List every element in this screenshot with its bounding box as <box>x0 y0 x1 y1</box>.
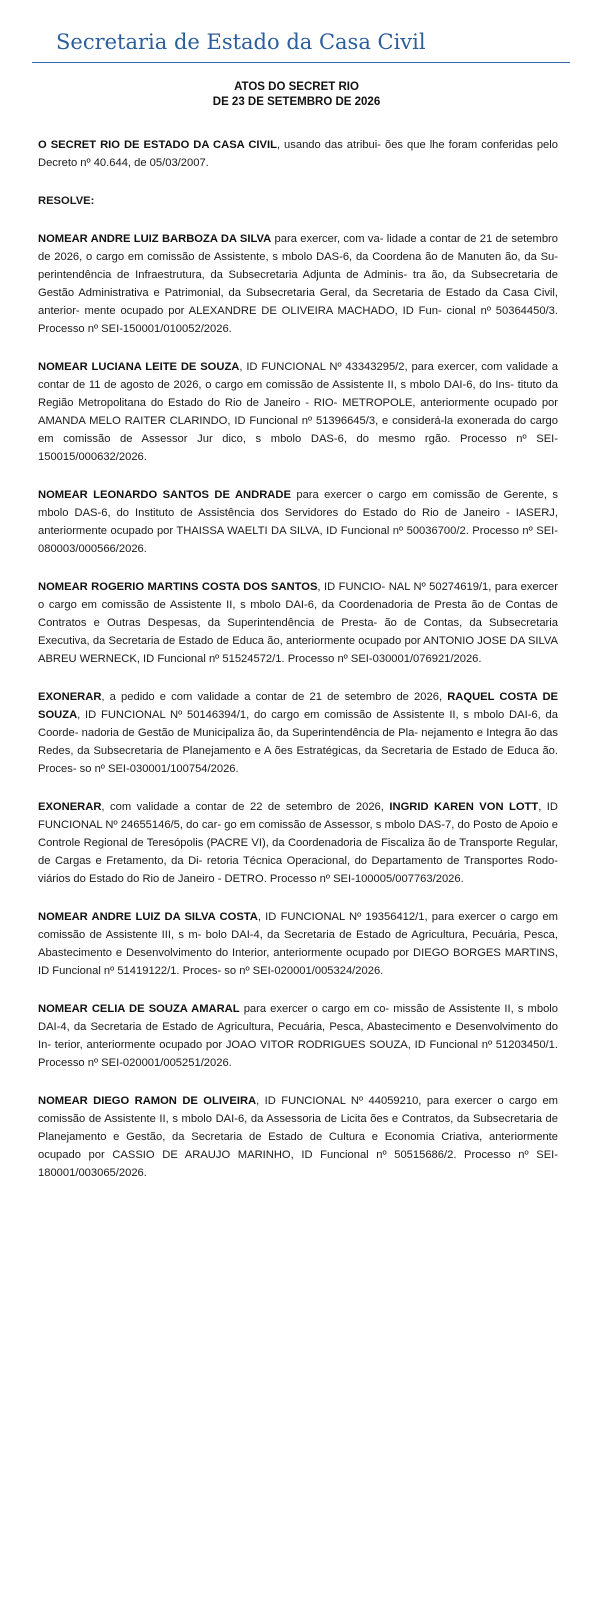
act-text: para exercer o cargo em co- missão de Assistente II, s mbolo DAI-4, da Secretaria de Estado de Agricultura, Pecuária, Pesca, Abastecimento e Desenvolvimento do In- terior, anteriormente ocupado por JOAO VITOR RODRIGUES SOUZA, ID Funcional nº 51203450/1. Processo nº SEI-020001/005251/2026. <box>38 1003 558 1069</box>
act-title-line-2: DE 23 DE SETEMBRO DE 2026 <box>212 96 381 108</box>
act-text: , ID FUNCIONAL Nº 44059210, para exercer o cargo em comissão de Assistente II, s mbolo DAI-6, da Assessoria de Licita ões e Contratos, da Subsecretaria de Planejamento e Gestão, da Secretaria de Estado de Cultura e Economia Criativa, anteriormente ocupado por CASSIO DE ARAUJO MARINHO, ID Funcional nº 50515686/2. Processo nº SEI-180001/003065/2026. <box>38 1095 558 1179</box>
intro-text: , usando das atribui- ões que lhe foram conferidas pelo Decreto nº 40.644, de 05/03/2007. <box>38 139 558 169</box>
act-text-intro: , com validade a contar de 22 de setembro de 2026, <box>101 801 390 813</box>
act-bold-verb: EXONERAR <box>38 801 102 813</box>
act-paragraph <box>38 578 558 668</box>
act-bold-name: RAQUEL COSTA DE SOUZA <box>38 691 558 721</box>
act-bold-name: INGRID KAREN VON LOTT <box>389 801 539 813</box>
act-bold-name: NOMEAR LEONARDO SANTOS DE ANDRADE <box>38 489 291 501</box>
act-text: , ID FUNCIONAL Nº 43343295/2, para exercer, com validade a contar de 11 de agosto de 2026, o cargo em comissão de Assistente II, s mbolo DAI-6, do Ins- tituto da Região Metropolitana do Estado do Rio de Janeiro - RIO- METROPOLE, anteriormente ocupado por AMANDA MELO RAITER CLARINDO, ID Funcional nº 51396645/3, e considerá-la exonerada do cargo em comissão de Assessor Jur dico, s mbolo DAS-6, do mesmo rgão. Processo nº SEI-150015/000632/2026. <box>38 361 558 463</box>
act-bold-verb: EXONERAR <box>38 691 102 703</box>
act-text: para exercer, com va- lidade a contar de 21 de setembro de 2026, o cargo em comissão de Assistente, s mbolo DAS-6, da Coordena ão de Manuten ão, da Su- perintendência de Infraestrutura, da Subsecretaria Adjunta de Adminis- tra ão, da Subsecretaria de Gestão Administrativa e Patrimonial, da Subsecretaria Geral, da Secretaria de Estado da Casa Civil, anterior- mente ocupado por ALEXANDRE DE OLIVEIRA MACHADO, ID Fun- cional nº 50364450/3. Processo nº SEI-150001/010052/2026. <box>38 233 558 335</box>
act-text: , ID FUNCIONAL Nº 50146394/1, do cargo em comissão de Assistente II, s mbolo DAI-6, da Coorde- nadoria de Gestão de Municipaliza ão, da Superintendência de Pla- nejamento e Integra ão das Redes, da Subsecretaria de Planejamento e A ões Estratégicas, da Secretaria de Estado de Educa ão. Proces- so nº SEI-030001/100754/2026. <box>38 709 558 775</box>
act-text: , ID FUNCIO- NAL Nº 50274619/1, para exercer o cargo em comissão de Assistente II, s mbolo DAI-6, da Coordenadoria de Presta ão de Contas de Contratos e Outras Despesas, da Superintendência de Presta- ão de Contas, da Subsecretaria Executiva, da Secretaria de Estado de Educa ão, anteriormente ocupado por ANTONIO JOSE DA SILVA ABREU WERNECK, ID Funcional nº 51524572/1. Processo nº SEI-030001/076921/2026. <box>38 581 558 665</box>
act-text-intro: , a pedido e com validade a contar de 21 de setembro de 2026, <box>101 691 448 703</box>
act-paragraph <box>38 230 558 338</box>
act-paragraph <box>38 486 558 558</box>
act-text: , ID FUNCIONAL Nº 24655146/5, do car- go em comissão de Assessor, s mbolo DAS-7, do Posto de Apoio e Controle Regional de Teresópolis (PACRE VI), da Coordenadoria de Fiscaliza ão de Transporte Regular, de Cargas e Fretamento, da Di- retoria Técnica Operacional, do Departamento de Transportes Rodo- viários do Estado do Rio de Janeiro - DETRO. Processo nº SEI-100005/007763/2026. <box>38 801 558 885</box>
act-bold-name: NOMEAR ROGERIO MARTINS COSTA DOS SANTOS <box>38 581 318 593</box>
resolve-heading: RESOLVE: <box>38 195 95 207</box>
act-bold-name: NOMEAR DIEGO RAMON DE OLIVEIRA <box>38 1095 257 1107</box>
header-title: Secretaria de Estado da Casa Civil <box>56 30 426 54</box>
act-title <box>0 80 593 110</box>
act-paragraph <box>38 1092 558 1182</box>
act-title-line-1: ATOS DO SECRET RIO <box>234 81 359 93</box>
act-paragraph <box>38 688 558 778</box>
act-paragraph <box>38 908 558 980</box>
document-body <box>38 136 558 1202</box>
intro-paragraph <box>38 136 558 172</box>
act-paragraph <box>38 798 558 888</box>
act-paragraph <box>38 1000 558 1072</box>
act-bold-name: NOMEAR CELIA DE SOUZA AMARAL <box>38 1003 240 1015</box>
page-header <box>32 28 570 63</box>
act-bold-name: NOMEAR ANDRE LUIZ BARBOZA DA SILVA <box>38 233 272 245</box>
act-paragraph <box>38 358 558 466</box>
act-bold-name: NOMEAR ANDRE LUIZ DA SILVA COSTA <box>38 911 258 923</box>
act-text: , ID FUNCIONAL Nº 19356412/1, para exercer o cargo em comissão de Assistente III, s m- bolo DAI-4, da Secretaria de Estado de Agricultura, Pecuária, Pesca, Abastecimento e Desenvolvimento do Interior, anteriormente ocupado por DIEGO BORGES MARTINS, ID Funcional nº 51419122/1. Proces- so nº SEI-020001/005324/2026. <box>38 911 559 977</box>
act-bold-name: NOMEAR LUCIANA LEITE DE SOUZA <box>38 361 240 373</box>
act-text: para exercer o cargo em comissão de Gerente, s mbolo DAS-6, do Instituto de Assistência dos Servidores do Estado do Rio de Janeiro - IASERJ, anteriormente ocupado por THAISSA WAELTI DA SILVA, ID Funcional nº 50036700/2. Processo nº SEI-080003/000566/2026. <box>38 489 558 555</box>
intro-bold: O SECRET RIO DE ESTADO DA CASA CIVIL <box>38 139 277 151</box>
